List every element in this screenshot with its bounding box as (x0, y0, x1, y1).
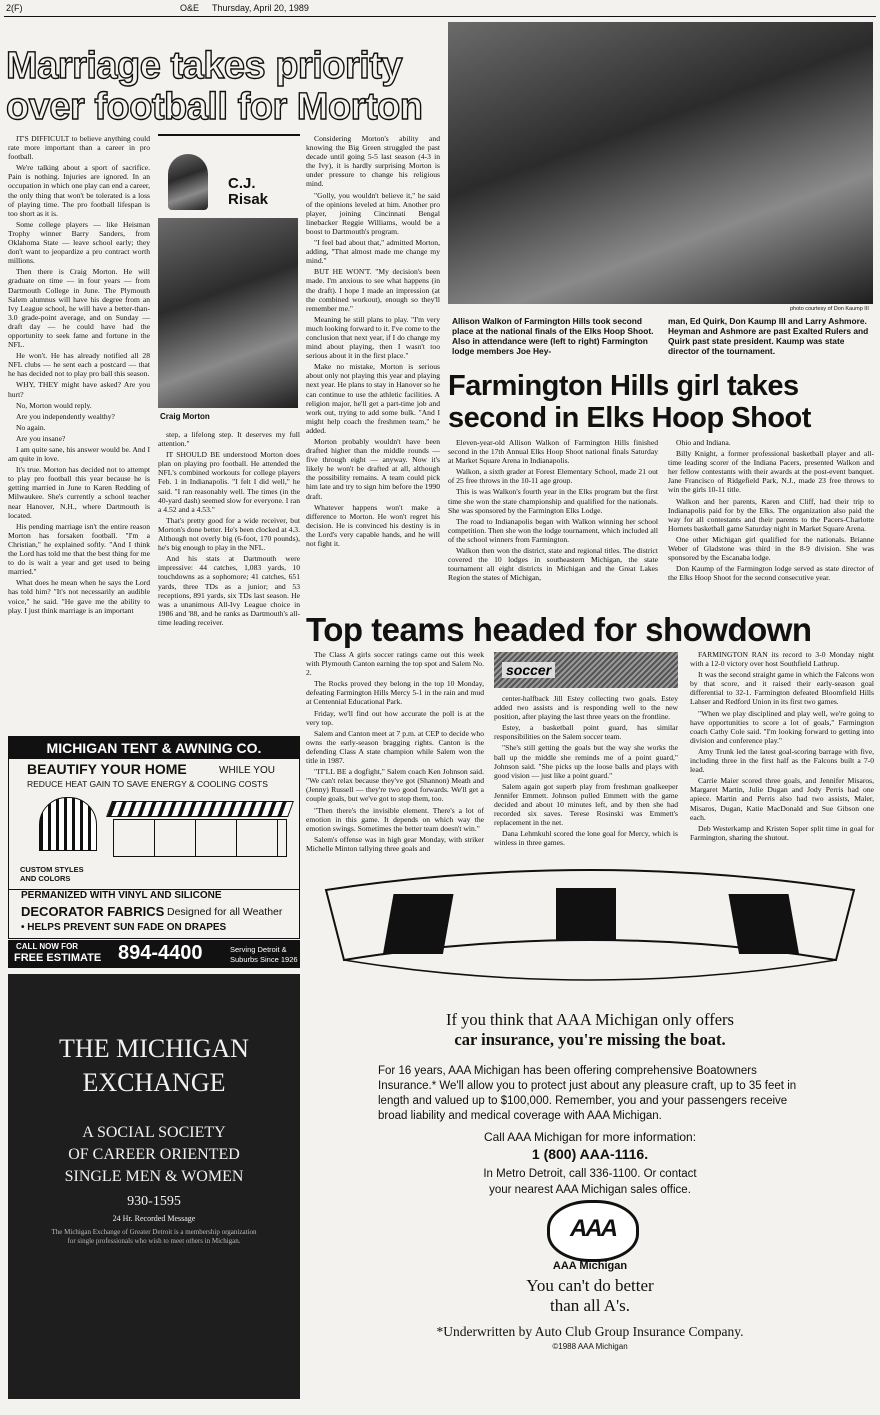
paragraph: Billy Knight, a former professional basketball player and all-time leading scorer of the Indiana Pacers, presented Walkon and her fellow contestants with their awards at the post-event banquet. Jane Francisco of Ridgefield Park, N.J., made 23 free throws to win the girls 10-11 title. (668, 449, 874, 495)
paragraph: Friday, we'll find out how accurate the poll is at the very top. (306, 708, 484, 727)
paragraph: It's true. Morton has decided not to attempt to play pro football this year because he is getting married in June to Karen Redding of Milwaukee. She's currently a school teacher near Hanover, N.H., where Dartmouth is located. (8, 465, 150, 520)
paragraph: It was the second straight game in which the Falcons won by that score, and it raised their early-season goal differential to 32-1. Farmington defeated Bloomfield Hills Lahser and Redford Union in its first two games. (690, 670, 874, 707)
tent-ad-decorator: DECORATOR FABRICS (21, 904, 165, 919)
exchange-line-2: OF CAREER ORIENTED (68, 1146, 240, 1163)
paragraph: Morton probably wouldn't have been drafted higher than the middle rounds — five through eight — anyway. Now it's likely he won't be drafted at all, although the possibility remains. A team could pick him late and try to sign him before the 1990 draft. (306, 437, 440, 501)
paragraph: Salem's offense was in high gear Monday, with striker Michelle Minton tallying three goals and (306, 834, 484, 853)
paragraph: He won't. He has already notified all 28 NFL clubs — he sent each a postcard — that he has decided not to play pro ball this season. (8, 351, 150, 379)
aaa-copyright: ©1988 AAA Michigan (552, 1342, 628, 1351)
columnist-byline: C.J. Risak (228, 175, 269, 208)
paragraph: The Rocks proved they belong in the top 10 Monday, defeating Farmington Hills Mercy 5-1 in the rain and mud at Centennial Educational Park. (306, 679, 484, 707)
aaa-phone: 1 (800) AAA-1116. (531, 1146, 649, 1162)
tent-ad-permanized: PERMANIZED WITH VINYL AND SILICONE (21, 890, 222, 901)
exchange-line-3: SINGLE MEN & WOMEN (64, 1168, 244, 1185)
aaa-metro-1: In Metro Detroit, call 336-1100. Or contact (483, 1168, 697, 1180)
paragraph: Salem and Canton meet at 7 p.m. at CEP to decide who owns the early-season bragging rights. Canton is the defending Class A state champion while Salem won the title in 1987. (306, 728, 484, 766)
tent-ad-lower (8, 888, 300, 939)
tent-ad-reduce: REDUCE HEAT GAIN TO SAVE ENERGY & COOLING COSTS (27, 779, 268, 789)
aaa-body: For 16 years, AAA Michigan has been offering comprehensive Boatowners Insurance.* We'll allow you to protect just about any pleasure craft, up to 35 feet in length and valued up to $100,000. Remember, you and your passengers receive broad liability and medical coverage with AAA Michigan. (378, 1065, 797, 1122)
exchange-phone: 930-1595 (127, 1194, 181, 1209)
morton-column-1 (8, 134, 150, 722)
aaa-logo-text: AAA (570, 1215, 616, 1242)
aaa-logo (547, 1200, 639, 1262)
soccer-label: soccer (502, 662, 555, 678)
aaa-brand: AAA Michigan (552, 1260, 628, 1272)
page-date: Thursday, April 20, 1989 (212, 3, 309, 13)
paragraph: We're talking about a sport of sacrifice. Pain is nothing. Injuries are ignored. In an occupation in which one play can end a career, the only thing that won't be tolerated is a loss of playing time. The pro football lifespan is too short as it is. (8, 163, 151, 218)
soccer-label-art (494, 652, 678, 688)
paragraph: FARMINGTON RAN its record to 3-0 Monday night with a 12-0 victory over host Southfield Lathrup. (690, 650, 874, 669)
paragraph: Estey, a basketball point guard, has similar responsibilities on the Salem soccer team. (494, 723, 678, 742)
soccer-column-2 (494, 694, 678, 870)
exchange-title-1: THE MICHIGAN (59, 1034, 249, 1063)
tent-ad-custom2: AND COLORS (20, 874, 71, 883)
elks-column-1 (448, 438, 658, 588)
paragraph: "Then there's the invisible element. There's a lot of emotion in this game. It depends on which way the emotion swings. Sometimes the better team doesn't win." (306, 805, 484, 833)
columnist-photo (168, 154, 208, 210)
paragraph: This is was Walkon's fourth year in the Elks program but the first time she won the state championship and qualified for the nationals. She was sponsored by the Farmington Elks Lodge. (448, 487, 658, 515)
elks-headline: Farmington Hills girl takes second in Elks Hoop Shoot (448, 370, 811, 434)
elks-photo (448, 22, 873, 304)
aaa-call: Call AAA Michigan for more information: (483, 1130, 697, 1144)
exchange-title-2: EXCHANGE (82, 1068, 226, 1097)
header-rule (4, 16, 876, 17)
paragraph: WHY, THEY might have asked? Are you hurt? (8, 380, 150, 399)
paragraph: No, Morton would reply. (16, 400, 92, 410)
paragraph: Don Kaump of the Farmington lodge served as state director of the Elks Hoop Shoot for the second consecutive year. (668, 564, 874, 583)
tent-ad-serving2: Suburbs Since 1926 (230, 955, 298, 964)
tent-ad-company: MICHIGAN TENT & AWNING CO. (9, 737, 299, 759)
exchange-line-1: A SOCIAL SOCIETY (82, 1124, 226, 1141)
paragraph: "She's still getting the goals but the way she works the ball up the middle she reminds me of a point guard," Johnson said. "She picks up the loose balls and plays with good vision — just like a point guard." (494, 743, 678, 780)
soccer-column-1 (306, 650, 484, 872)
paragraph: I am quite sane, his answer would be. And I am quite in love. (8, 445, 150, 464)
paragraph: Walkon and her parents, Karen and Cliff, had their trip to Indianapolis paid for by the Elks. The organization also paid the way for all contestants and their parents to the Pacers-Charlotte Hornets basketball game Saturday night in Market Square Arena. (668, 496, 874, 533)
tent-ad-designed: Designed for all Weather (167, 906, 283, 918)
tent-ad-beautify: BEAUTIFY YOUR HOME (27, 761, 187, 777)
life-ring-drawing (306, 880, 874, 990)
morton-column-2 (158, 430, 300, 722)
paragraph: Amy Trunk led the latest goal-scoring barrage with five, including three in the first half as the Falcons built a 7-0 lead. (690, 746, 874, 775)
paragraph: And his stats at Dartmouth were impressive: 44 catches, 1,083 yards, 10 touchdowns as a sophomore; 41 catches, 651 yards, three TDs as a junior; and 53 receptions, 891 yards, six TDs last season. He was a unanimous All-Ivy League choice in 1986 and '88, and he ranks as Dartmouth's all-time leading receiver. (158, 554, 300, 627)
elks-caption-left: Allison Walkon of Farmington Hills took second place at the national finals of the Elks Hoop Shoot. Also in attendance were (left to right) Farmington lodge members Joe Hey- (452, 316, 654, 356)
elks-photo-credit: photo courtesy of Don Kaump III (790, 306, 869, 312)
soccer-headline: Top teams headed for showdown (306, 611, 812, 648)
paragraph: Deb Westerkamp and Kristen Soper split time in goal for Farmington, sharing the shutout. (690, 823, 874, 842)
morton-column-3 (306, 134, 441, 549)
aaa-headline-2: car insurance, you're missing the boat. (454, 1030, 726, 1049)
paragraph: Carrie Maier scored three goals, and Jennifer Misaros, Margaret Martin, Julie Dugan and Jody Perris had one apiece. Martin and Perris also had two assists, Maler, Misaros, Dugan, Katie MacDonald and Sue Gibson one each. (690, 776, 874, 822)
paragraph: Some college players — like Heisman Trophy winner Barry Sanders, from Oklahoma State — leave school early; they don't want to jeopardize a pro contract worth millions. (8, 219, 150, 266)
storefront-awning-drawing (106, 801, 294, 817)
dome-awning-drawing (39, 797, 97, 851)
aaa-headline-1: If you think that AAA Michigan only offers (446, 1010, 734, 1029)
paragraph: center-halfback Jill Estey collecting two goals. Estey added two assists and is responding well to the new position, after playing the last three years on the frontline. (494, 694, 678, 722)
paragraph: Walkon then won the district, state and regional titles. The district covered the 10 lodges in southeastern Michigan, the state tournament all eight districts in Michigan and the Great Lakes Region the states of Michigan, (448, 546, 658, 583)
tent-ad-cta-bar (8, 940, 300, 968)
aaa-footnote: *Underwritten by Auto Club Group Insurance Company. (436, 1324, 744, 1339)
aaa-metro-2: your nearest AAA Michigan sales office. (489, 1184, 691, 1196)
paragraph: The Class A girls soccer ratings came out this week with Plymouth Canton earning the top spot and Salem No. 2. (306, 650, 484, 678)
aaa-slogan-2: than all A's. (549, 1296, 631, 1315)
page-number: 2(F) (6, 3, 23, 13)
soccer-column-3 (690, 650, 874, 872)
paragraph: IT'S DIFFICULT to believe anything could rate more important than a career in pro football. (8, 134, 150, 162)
tent-ad-helps: • HELPS PREVENT SUN FADE ON DRAPES (21, 922, 227, 933)
exchange-fine-print: The Michigan Exchange of Greater Detroit is a membership organization for single professionals who wish to meet others in Michigan. (51, 1228, 257, 1245)
morton-photo (158, 218, 298, 408)
paragraph: Salem again got superb play from freshman goalkeeper Jennifer Emmett. Johnson pulled Emmett with the game decided and about 10 minutes left, and by then she had recorded six saves. Terese Rosinski was Emmett's replacement in the net. (494, 781, 678, 828)
paragraph: step, a lifelong step. It deserves my full attention." (158, 430, 300, 449)
tent-ad-serving1: Serving Detroit & (230, 945, 287, 954)
paragraph: Meaning he still plans to play. "I'm very much looking forward to it. I've come to the conclusion that next year, if I do change my mind about playing, then I wasn't too serious about it in the first place." (306, 314, 441, 361)
paragraph: Are you insane? (16, 433, 66, 443)
paragraph: The road to Indianapolis began with Walkon winning her school competition. Then she won the lodge tournament, which included all of the school winners from Farmington. (448, 516, 658, 544)
paragraph: Eleven-year-old Allison Walkon of Farmington Hills finished second in the 17th Annual Elks Hoop Shoot national finals Saturday at Market Square Arena in Indianapolis. (448, 438, 658, 466)
paragraph: Ohio and Indiana. (676, 438, 731, 447)
paragraph: Then there is Craig Morton. He will graduate on time — in four years — from Dartmouth College in June. The Plymouth Salem alumnus will have his degree from an Ivy League school, he will have a better-than-3.0 grade-point average, and on Sunday — draft day — he could have had the opportunity to seek fame and fortune in the NFL. (8, 267, 150, 350)
paragraph: IT SHOULD BE understood Morton does plan on playing pro football. He attended the NFL's combined workouts for college players Feb. 1 in Indianapolis. "I felt I did well," he said. "I ran reasonably well. The times (in the 40-yard dash) seemed slow for everyone. I ran a 4.52 and a 4.53." (158, 450, 300, 514)
elks-caption-right: man, Ed Quirk, Don Kaump III and Larry Ashmore. Heyman and Ashmore are past Exalted Rulers and Quirk past state president. Kaump was state director of the tournament. (668, 316, 869, 356)
paragraph: "IT'LL BE a dogfight," Salem coach Ken Johnson said. "We can't relax because they've got (Shannon) Meath and (Jenny) Russell — they're two good forwards. We'll get a couple goals, but we've got to stop them, too. (306, 767, 484, 804)
paragraph: BUT HE WON'T. "My decision's been made. I'm anxious to see what happens (in the draft). I hope I made an impression (at the combined workout), enough so they'll remember me." (306, 267, 440, 313)
elks-column-2 (668, 438, 874, 588)
tent-ad-custom1: CUSTOM STYLES (20, 865, 84, 874)
paragraph: "I feel bad about that," admitted Morton, adding, "That almost made me change my mind." (306, 238, 440, 266)
tent-ad-call-now: CALL NOW FOR (16, 942, 79, 951)
tent-ad-free-estimate: FREE ESTIMATE (14, 952, 102, 964)
paragraph: Walkon, a sixth grader at Forest Elementary School, made 21 out of 25 free throws in the 10-11 age group. (448, 467, 658, 486)
morton-photo-caption: Craig Morton (160, 412, 210, 421)
paragraph: "When we play disciplined and play well, we're going to have opportunities to score a lot of goals," Farmington coach Cathy Cole said. "I'm looking forward to getting into division and conference play." (690, 708, 874, 745)
paragraph: Are you independently wealthy? (16, 411, 115, 421)
paragraph: No again. (16, 422, 46, 432)
aaa-michigan-ad (306, 880, 874, 1405)
section-name: O&E (180, 3, 200, 13)
paragraph: Dana Lehmkuhl scored the lone goal for Mercy, which is winless in three games. (494, 829, 678, 848)
paragraph: Considering Morton's ability and knowing the Big Green struggled the past decade until going 5-5 last season (4-3 in the Ivy), it is hardly surprising Morton is under pressure to change his religious mind. (306, 134, 440, 189)
exchange-recorded: 24 Hr. Recorded Message (112, 1214, 196, 1223)
storefront-windows (113, 819, 287, 857)
byline-box (158, 134, 300, 214)
paragraph: What does he mean when he says the Lord has told him? "It's not necessarily an audible voice," he said. "He gave me the ability to play. I just think marriage is an important (8, 578, 150, 615)
paragraph: "Golly, you wouldn't believe it," he said of the opinions leveled at him. Another pro player, joining Cincinnati Bengal linebacker Reggie Williams, would be a boost to Dartmouth's program. (306, 190, 440, 236)
paragraph: One other Michigan girl qualified for the nationals. Brianne Weber of Gladstone was third in the 8-9 division. She was sponsored by the Escanaba lodge. (668, 534, 874, 563)
paragraph: Make no mistake, Morton is serious about only not playing this year and playing next year. He plans to stay in Hanover so he can continue to use the athletic facilities. A religion major, he'll get a part-time job and work out, trying to add some bulk. "And I might help coach the freshmen team," he added. (306, 362, 440, 435)
aaa-slogan-1: You can't do better (526, 1276, 654, 1295)
tent-ad-phone: 894-4400 (118, 942, 203, 964)
paragraph: His pending marriage isn't the entire reason Morton has forsaken football. "I'm a Christian," he explained softly. "And I think the Lord has told me that the best thing for me to do is wait a year and get used to being married." (8, 521, 150, 577)
michigan-exchange-ad (8, 974, 300, 1399)
tent-ad-while: WHILE YOU (219, 765, 275, 776)
morton-headline: Marriage takes priority over football for Morton (6, 45, 423, 128)
paragraph: That's pretty good for a wide receiver, but Morton's done better. He's been clocked at 4.3. Although not overly big (6-foot, 170 pounds), he's big enough to play in the NFL. (158, 515, 300, 553)
paragraph: Whatever happens won't make a difference to Morton. He won't regret his decision. He is convinced his destiny is in the Lord's very capable hands, and he will not fight it. (306, 502, 440, 549)
